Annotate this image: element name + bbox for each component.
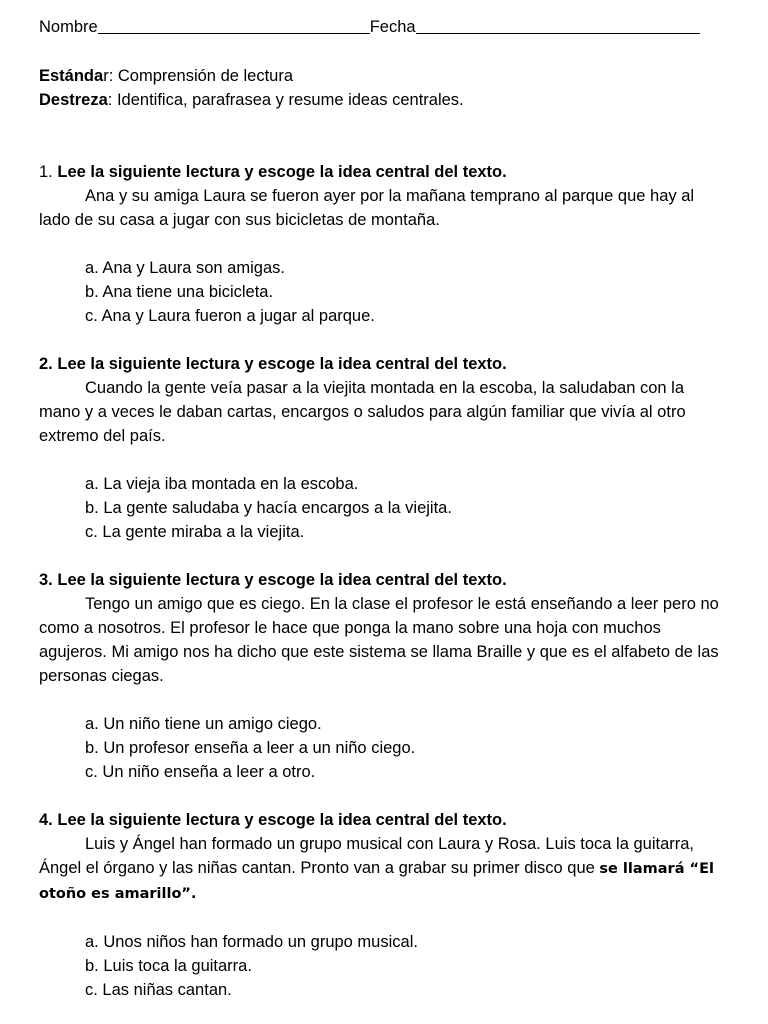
prompt-text: Lee la siguiente lectura y escoge la idea central del texto.: [57, 163, 507, 181]
name-label: Nombre: [39, 18, 98, 36]
question-4: [39, 808, 729, 1002]
question-prompt: [39, 352, 729, 376]
question-prompt: [39, 808, 729, 832]
skill-label: Destreza: [39, 91, 108, 109]
prompt-text: Lee la siguiente lectura y escoge la idea central del texto.: [57, 811, 507, 829]
standard-label: Estánda: [39, 67, 104, 85]
skill-value: : Identifica, parafrasea y resume ideas centrales.: [107, 91, 464, 109]
question-2: [39, 352, 729, 544]
name-blank[interactable]: [98, 33, 370, 34]
question-passage: Tengo un amigo que es ciego. En la clase el profesor le está enseñando a leer pero no como a nosotros. El profesor le hace que ponga la mano sobre una hoja con muchos agujeros. Mi amigo nos ha dicho que este sistema se llama Braille y que es el alfabeto de las personas ciegas.: [39, 595, 719, 685]
question-number: 4.: [39, 811, 53, 829]
answer-options: [39, 472, 729, 544]
question-passage: Ana y su amiga Laura se fueron ayer por la mañana temprano al parque que hay al lado de su casa a jugar con sus bicicletas de montaña.: [39, 187, 695, 229]
question-passage: [39, 832, 729, 906]
prompt-text: Lee la siguiente lectura y escoge la idea central del texto.: [57, 355, 507, 373]
standard-label-rest: r: [103, 67, 109, 85]
option-c[interactable]: c. La gente miraba a la viejita.: [85, 523, 305, 541]
standard-value: : Comprensión de lectura: [108, 67, 294, 85]
question-number: 2.: [39, 355, 53, 373]
answer-options: [39, 256, 729, 328]
option-c[interactable]: c. Las niñas cantan.: [85, 981, 232, 999]
option-b[interactable]: b. La gente saludaba y hacía encargos a la viejita.: [85, 499, 452, 517]
option-b[interactable]: b. Luis toca la guitarra.: [85, 957, 252, 975]
option-c[interactable]: c. Ana y Laura fueron a jugar al parque.: [85, 307, 375, 325]
option-b[interactable]: b. Un profesor enseña a leer a un niño ciego.: [85, 739, 416, 757]
question-3: [39, 568, 729, 784]
answer-options: [39, 712, 729, 784]
question-passage: Cuando la gente veía pasar a la viejita montada en la escoba, la saludaban con la mano y a veces le daban cartas, encargos o saludos para algún familiar que vivía al otro extremo del país.: [39, 379, 686, 445]
date-label: Fecha: [369, 18, 416, 36]
skill-line: [39, 88, 729, 112]
header-line: [39, 15, 729, 39]
option-a[interactable]: a. Unos niños han formado un grupo musical.: [85, 933, 418, 951]
option-b[interactable]: b. Ana tiene una bicicleta.: [85, 283, 274, 301]
prompt-text: Lee la siguiente lectura y escoge la idea central del texto.: [57, 571, 507, 589]
question-number: 1.: [39, 163, 53, 181]
passage-text: Luis y Ángel han formado un grupo musical con Laura y Rosa. Luis toca la guitarra, Ángel el órgano y las niñas cantan. Pronto van a grabar su primer disco que: [39, 835, 695, 877]
standard-line: [39, 64, 729, 88]
option-a[interactable]: a. La vieja iba montada en la escoba.: [85, 475, 359, 493]
option-a[interactable]: a. Un niño tiene un amigo ciego.: [85, 715, 322, 733]
passage-tail: se llamará “El otoño es amarillo”.: [39, 861, 714, 902]
option-c[interactable]: c. Un niño enseña a leer a otro.: [85, 763, 316, 781]
option-a[interactable]: a. Ana y Laura son amigas.: [85, 259, 285, 277]
question-prompt: [39, 160, 729, 184]
date-blank[interactable]: [416, 33, 700, 34]
question-number: 3.: [39, 571, 53, 589]
meta-block: [39, 64, 729, 112]
question-1: [39, 160, 729, 328]
question-prompt: [39, 568, 729, 592]
answer-options: [39, 930, 729, 1002]
worksheet-page: [39, 15, 729, 1002]
